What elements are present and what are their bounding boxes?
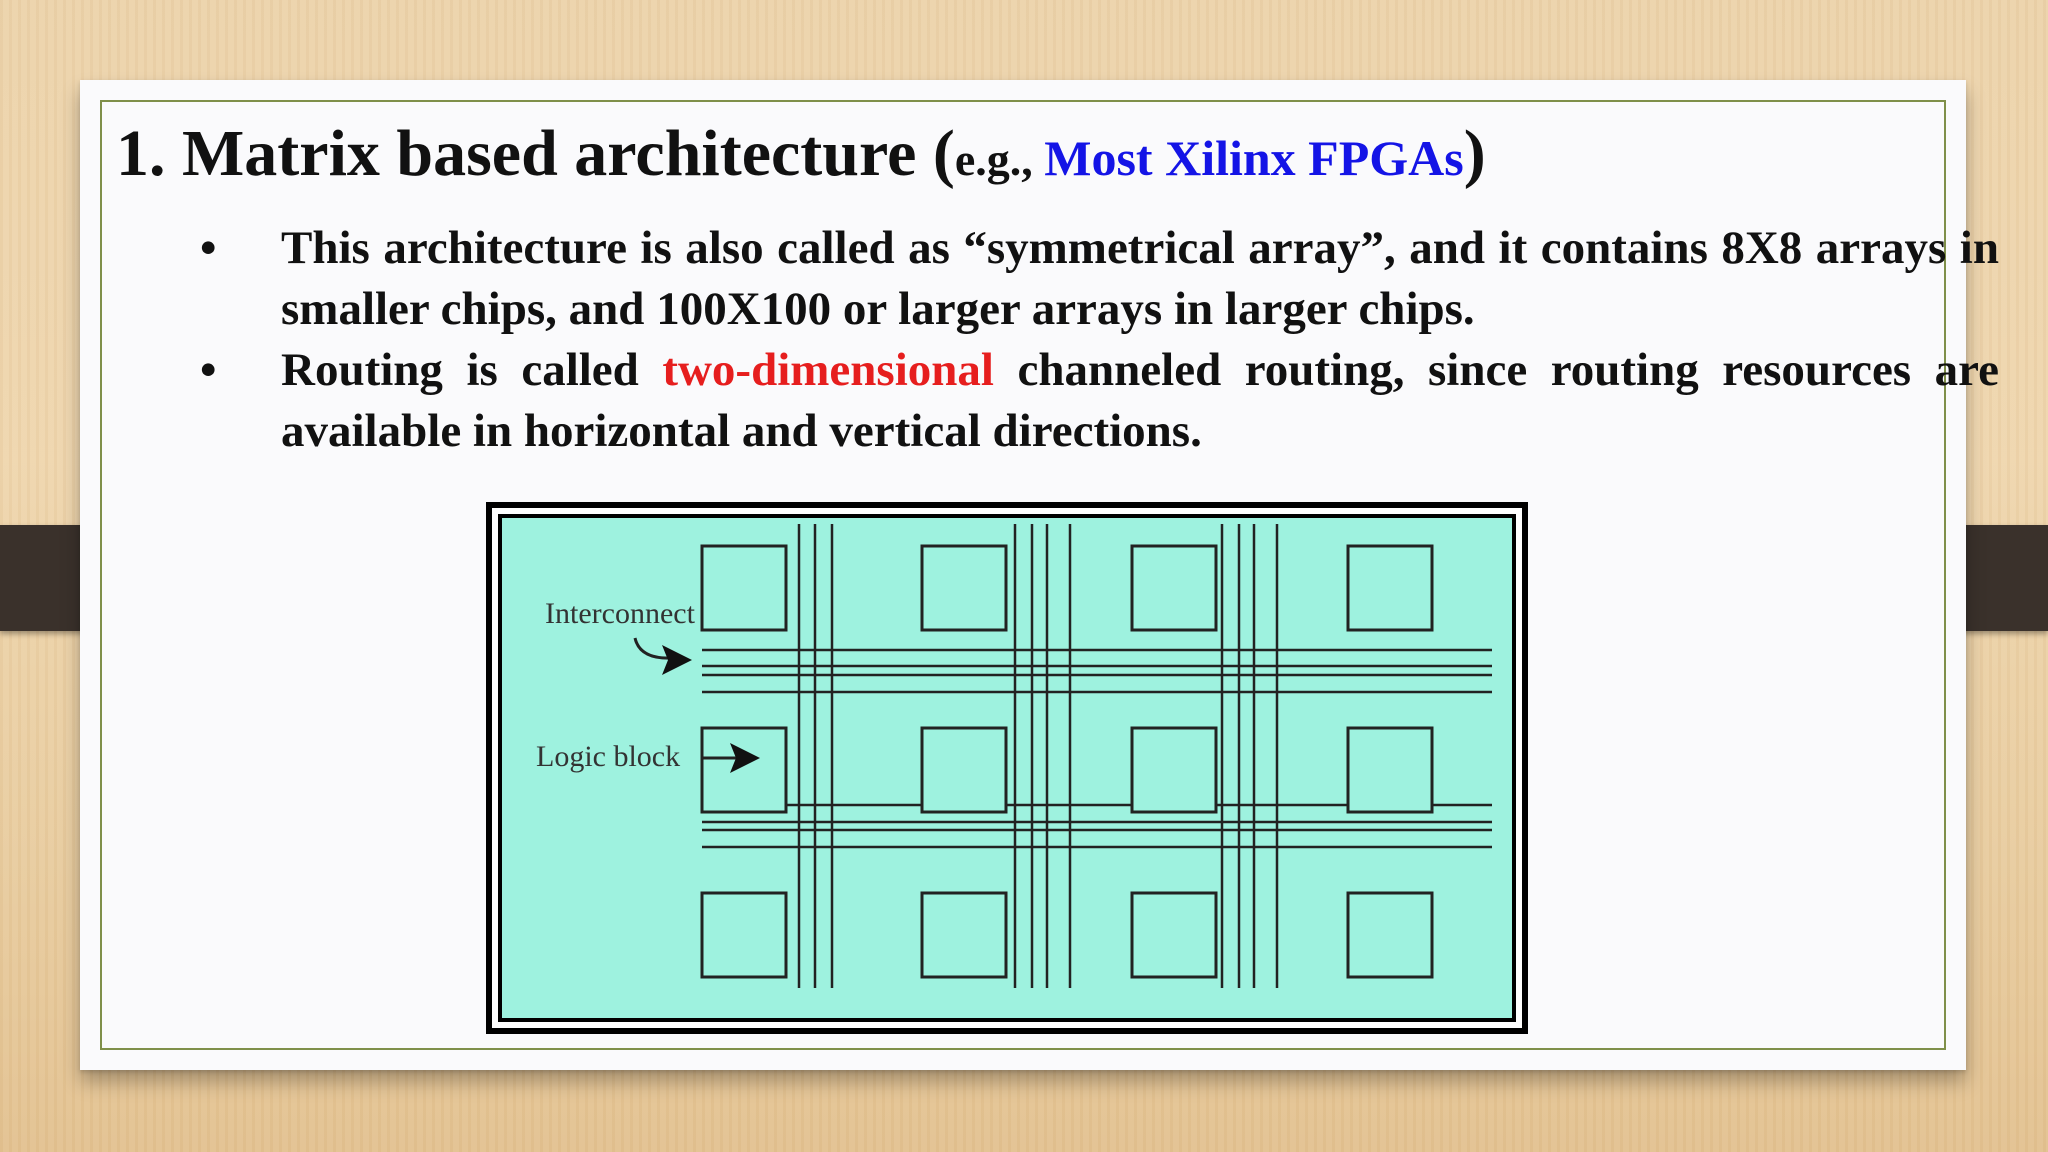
logic-block xyxy=(1348,893,1432,977)
logic-block xyxy=(922,728,1006,812)
title-highlight: Most Xilinx FPGAs xyxy=(1044,130,1464,186)
logic-block-grid xyxy=(702,546,1432,977)
matrix-architecture-figure xyxy=(486,502,1528,1034)
fpga-diagram xyxy=(502,518,1512,1018)
bullet-marker: • xyxy=(200,344,217,396)
title-main: 1. Matrix based architecture ( xyxy=(116,117,955,190)
logic-block-label: Logic block xyxy=(536,740,681,773)
bullet-list xyxy=(200,218,1999,462)
bullet-text-before: Routing is called xyxy=(281,344,663,396)
interconnect-label: Interconnect xyxy=(545,597,695,630)
slide-title xyxy=(116,118,1486,191)
bullet-item-2 xyxy=(200,340,1999,462)
logic-block xyxy=(922,893,1006,977)
bullet-highlight: two-dimensional xyxy=(662,344,994,396)
interconnect-arrowhead xyxy=(662,645,692,675)
logic-block xyxy=(1132,546,1216,630)
bullet-text-after: channeled routing, since routing resources are available in horizontal and vertical directions. xyxy=(281,344,1999,457)
title-close: ) xyxy=(1463,117,1486,190)
logic-block xyxy=(702,728,786,812)
logic-block xyxy=(1132,728,1216,812)
figure-canvas xyxy=(498,514,1516,1022)
logic-block xyxy=(922,546,1006,630)
logic-block xyxy=(1348,728,1432,812)
logic-block xyxy=(702,546,786,630)
slide-paper xyxy=(80,80,1999,1070)
logic-block xyxy=(1348,546,1432,630)
logic-block xyxy=(1132,893,1216,977)
title-eg: e.g., xyxy=(954,134,1045,185)
bullet-text: This architecture is also called as “symmetrical array”, and it contains 8X8 arrays in smaller chips, and 100X100 or larger arrays in larger chips. xyxy=(281,222,1999,335)
logic-block xyxy=(702,893,786,977)
bullet-marker: • xyxy=(200,222,217,274)
bullet-item-1 xyxy=(200,218,1999,340)
